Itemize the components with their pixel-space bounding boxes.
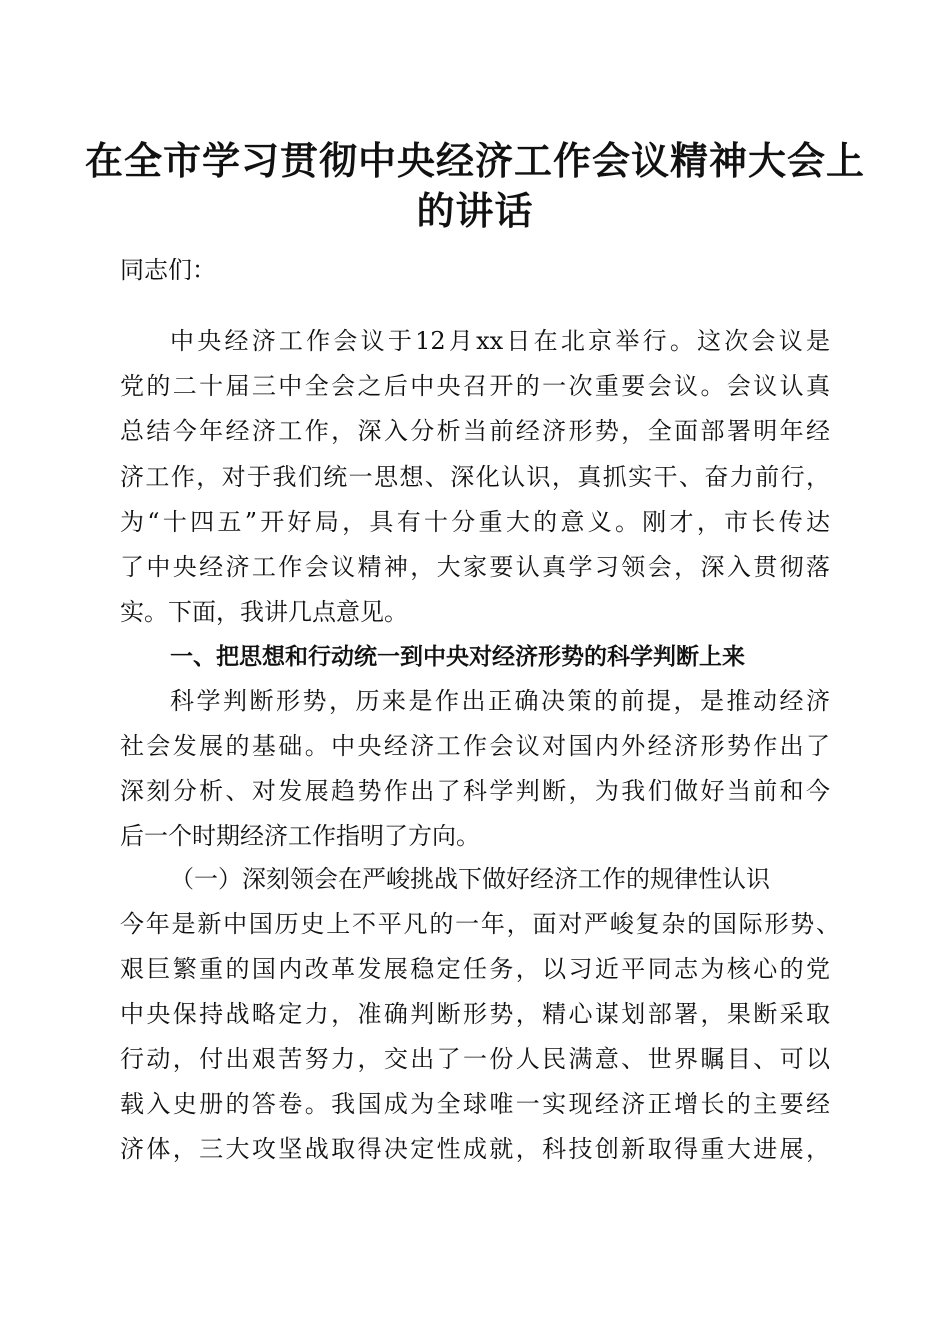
paragraph-3-line: 行动，付出艰苦努力，交出了一份人民满意、世界瞩目、可以 bbox=[120, 1045, 830, 1073]
salutation: 同志们： bbox=[120, 256, 216, 284]
paragraph-1-line: 济工作，对于我们统一思想、深化认识，真抓实干、奋力前行， bbox=[120, 463, 830, 491]
title-line-1: 在全市学习贯彻中央经济工作会议精神大会上 bbox=[84, 138, 865, 183]
paragraph-1-line: 党的二十届三中全会之后中央召开的一次重要会议。会议认真 bbox=[120, 372, 830, 400]
paragraph-1-line: 为“十四五”开好局，具有十分重大的意义。刚才，市长传达 bbox=[120, 508, 830, 536]
paragraph-3-line: 艰巨繁重的国内改革发展稳定任务，以习近平同志为核心的党 bbox=[120, 955, 830, 983]
paragraph-2-line: 社会发展的基础。中央经济工作会议对国内外经济形势作出了 bbox=[120, 732, 830, 760]
title-line-2: 的讲话 bbox=[416, 188, 534, 233]
paragraph-2-line: 后一个时期经济工作指明了方向。 bbox=[120, 822, 480, 850]
paragraph-3-line: 济体，三大攻坚战取得决定性成就，科技创新取得重大进展， bbox=[120, 1135, 830, 1163]
paragraph-3-line: 载入史册的答卷。我国成为全球唯一实现经济正增长的主要经 bbox=[120, 1090, 830, 1118]
paragraph-1-line: 总结今年经济工作，深入分析当前经济形势，全面部署明年经 bbox=[120, 417, 830, 445]
paragraph-1-line: 了中央经济工作会议精神，大家要认真学习领会，深入贯彻落 bbox=[120, 553, 830, 581]
paragraph-2-line: 深刻分析、对发展趋势作出了科学判断，为我们做好当前和今 bbox=[120, 777, 830, 805]
paragraph-3-line: 中央保持战略定力，准确判断形势，精心谋划部署，果断采取 bbox=[120, 1000, 830, 1028]
section-heading: 一、把思想和行动统一到中央对经济形势的科学判断上来 bbox=[170, 644, 745, 670]
paragraph-3-line: 今年是新中国历史上不平凡的一年，面对严峻复杂的国际形势、 bbox=[120, 910, 840, 938]
document-title bbox=[60, 136, 890, 236]
subsection-heading: （一）深刻领会在严峻挑战下做好经济工作的规律性认识 bbox=[170, 865, 770, 893]
paragraph-1-line: 实。下面，我讲几点意见。 bbox=[120, 598, 408, 626]
paragraph-2-line: 科学判断形势，历来是作出正确决策的前提，是推动经济 bbox=[170, 687, 830, 715]
paragraph-1-line: 中央经济工作会议于12月xx日在北京举行。这次会议是 bbox=[170, 327, 830, 355]
